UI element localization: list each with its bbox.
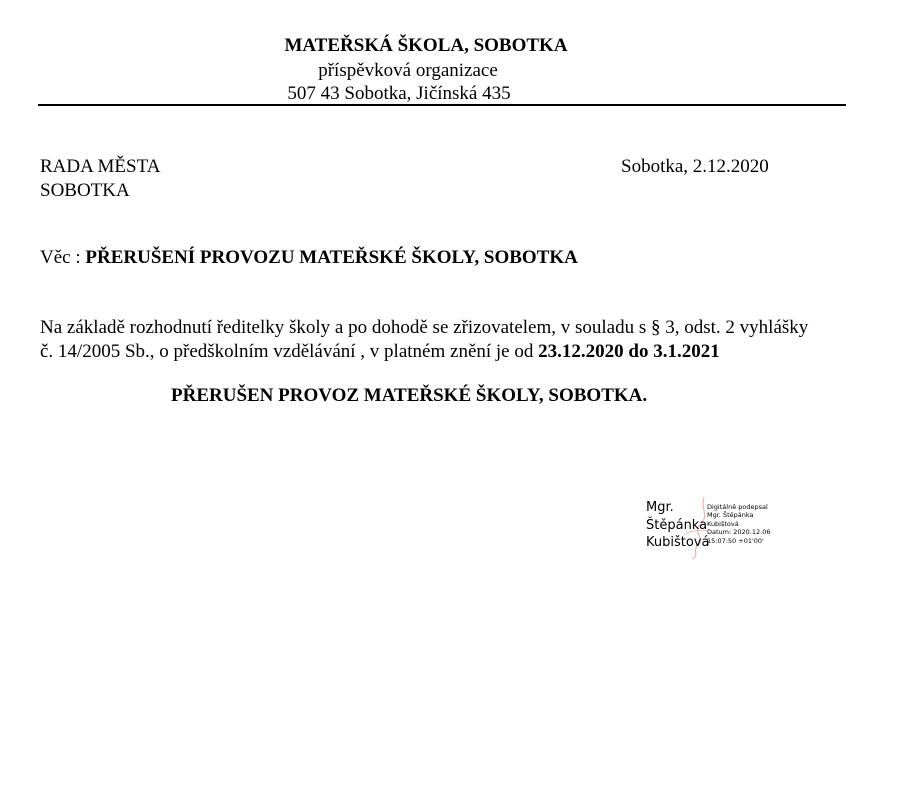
body-line-2-text: č. 14/2005 Sb., o předškolním vzdělávání , v platném znění je od [40,341,539,362]
signature-detail-5: 15:07:50 +01'00' [707,536,764,545]
signer-name [646,499,709,552]
signature-details [707,503,770,545]
signature-detail-1: Digitálně podepsal [707,503,768,511]
subject-label: Věc : [40,247,86,268]
closure-dates: 23.12.2020 do 3.1.2021 [538,341,720,362]
signature-detail-4: Datum: 2020.12.06 [707,528,771,537]
body-line-2 [40,340,855,364]
signature-detail-3: Kubištová [707,519,739,528]
signature-detail-2: Mgr. Štěpánka [707,511,754,520]
recipient-line-2: SOBOTKA [40,180,130,201]
subject-text: PŘERUŠENÍ PROVOZU MATEŘSKÉ ŠKOLY, SOBOTKA [85,247,578,268]
body-line-1: Na základě rozhodnutí ředitelky školy a po dohodě se zřizovatelem, v souladu s § 3, odst. 2 vyhlášky [40,317,809,338]
place-and-date: Sobotka, 2.12.2020 [621,156,769,177]
recipient-line-1: RADA MĚSTA [40,156,161,177]
recipient-block [40,155,160,203]
body-paragraph [40,316,855,364]
header-divider [38,104,846,106]
signer-name-line-1: Mgr. [646,500,674,515]
closure-announcement: PŘERUŠEN PROVOZ MATEŘSKÉ ŠKOLY, SOBOTKA. [171,385,648,406]
subject-line [40,246,578,270]
school-name: MATEŘSKÁ ŠKOLA, SOBOTKA [284,35,568,56]
school-address: 507 43 Sobotka, Jičínská 435 [287,83,511,104]
signer-name-line-2: Štěpánka [646,517,708,533]
digital-signature [646,497,786,559]
signer-name-line-3: Kubištová [646,535,710,550]
organization-type: příspěvková organizace [318,60,498,81]
